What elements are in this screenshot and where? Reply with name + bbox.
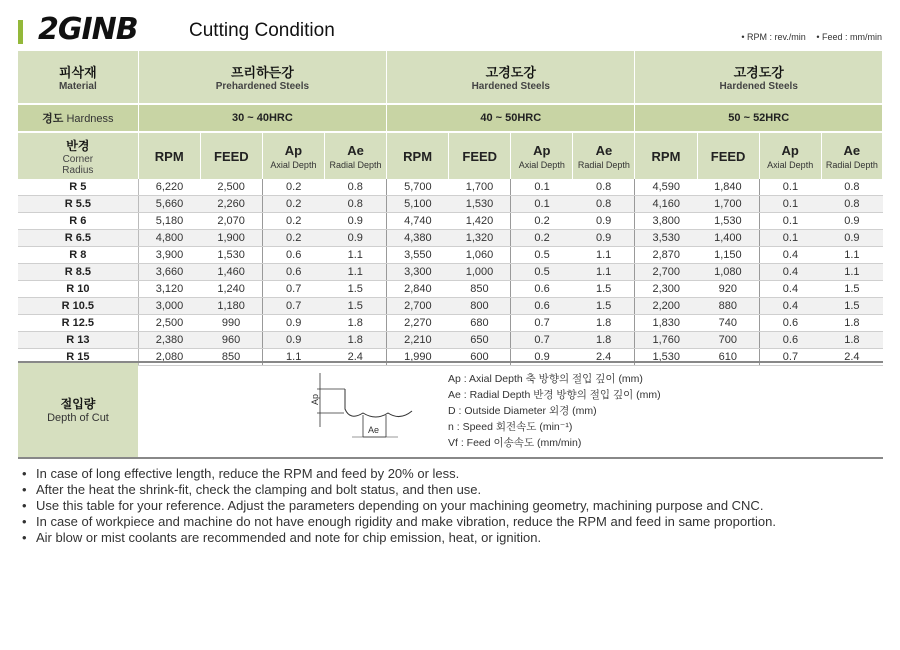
group-2-en: Hardened Steels [471,81,550,92]
value-cell: 800 [449,298,511,315]
value-cell: 6,220 [138,179,200,196]
value-cell: 1.8 [324,332,386,349]
col-feed-label: FEED [710,148,746,164]
depth-of-cut-diagram [308,371,438,451]
legend-line: D : Outside Diameter 외경 (mm) [448,405,597,417]
col-ap-sub: Axial Depth [518,159,565,170]
value-cell: 4,380 [387,230,449,247]
value-cell: 0.8 [821,196,882,213]
units-note [733,32,882,42]
value-cell: 2.4 [821,349,882,366]
value-cell: 3,550 [387,247,449,264]
corner-radius-cell: R 12.5 [18,315,138,332]
col-header-feed-1 [200,132,262,179]
value-cell: 2,700 [635,264,697,281]
col-header-feed-3 [697,132,759,179]
value-cell: 3,000 [138,298,200,315]
col-ap-label: Ap [533,142,551,158]
value-cell: 0.8 [573,179,635,196]
corner-radius-cell: R 8.5 [18,264,138,281]
value-cell: 0.9 [821,213,882,230]
note-item: • Use this table for your reference. Adjust the parameters depending on your machining geometry, machining purpose and CNC. [22,498,882,514]
group-1-kr: 프리하든강 [230,65,294,80]
table-row [18,230,883,247]
col-header-ae-2 [573,132,635,179]
value-cell: 5,180 [138,213,200,230]
value-cell: 0.5 [511,264,573,281]
value-cell: 1.5 [821,298,882,315]
value-cell: 0.9 [573,213,635,230]
table-row [18,298,883,315]
col-ae-label: Ae [347,142,364,158]
value-cell: 1,700 [449,179,511,196]
value-cell: 1,320 [449,230,511,247]
value-cell: 0.6 [262,264,324,281]
value-cell: 0.9 [821,230,882,247]
value-cell: 1,080 [697,264,759,281]
value-cell: 1.8 [573,315,635,332]
value-cell: 0.1 [511,179,573,196]
value-cell: 3,900 [138,247,200,264]
value-cell: 1,180 [200,298,262,315]
value-cell: 5,100 [387,196,449,213]
col-ap-sub: Axial Depth [767,159,814,170]
value-cell: 2,260 [200,196,262,213]
value-cell: 1.8 [821,332,882,349]
value-cell: 920 [697,281,759,298]
page-subtitle: Cutting Condition [189,20,335,41]
page-header [18,10,882,48]
value-cell: 0.1 [759,230,821,247]
value-cell: 1,530 [449,196,511,213]
value-cell: 1.1 [821,247,882,264]
value-cell: 1,840 [697,179,759,196]
depth-of-cut-kr: 절입량 [60,397,96,411]
value-cell: 0.7 [511,315,573,332]
diagram-ap-label: Ap [310,393,320,405]
value-cell: 3,300 [387,264,449,281]
value-cell: 0.6 [262,247,324,264]
corner-radius-cell: R 5 [18,179,138,196]
value-cell: 1,830 [635,315,697,332]
radius-label-kr: 반경 [66,138,90,153]
hardness-label-en: Hardness [66,113,114,125]
notes-list [22,466,882,546]
depth-of-cut-section [18,361,883,459]
col-feed-label: FEED [214,148,249,164]
group-3-kr: 고경도강 [733,65,784,80]
value-cell: 2,840 [387,281,449,298]
value-cell: 5,700 [387,179,449,196]
value-cell: 2.4 [573,349,635,366]
value-cell: 0.2 [511,213,573,230]
value-cell: 3,530 [635,230,697,247]
legend-line: Ap : Axial Depth 축 방향의 절입 깊이 (mm) [448,373,643,385]
group-header-3 [635,51,883,104]
value-cell: 0.6 [511,298,573,315]
table-row [18,196,883,213]
value-cell: 960 [200,332,262,349]
value-cell: 0.7 [262,298,324,315]
col-header-ae-1 [324,132,386,179]
value-cell: 0.1 [759,179,821,196]
value-cell: 1.1 [262,349,324,366]
value-cell: 0.7 [759,349,821,366]
value-cell: 1,900 [200,230,262,247]
depth-of-cut-en: Depth of Cut [47,412,109,424]
accent-bar [18,20,23,44]
col-ap-label: Ap [284,142,303,158]
value-cell: 0.2 [511,230,573,247]
col-ap-label: Ap [781,142,799,158]
value-cell: 4,800 [138,230,200,247]
value-cell: 2,700 [387,298,449,315]
value-cell: 4,740 [387,213,449,230]
table-row [18,213,883,230]
legend-line: n : Speed 회전속도 (min⁻¹) [448,421,573,433]
group-3-en: Hardened Steels [719,81,798,92]
value-cell: 0.4 [759,247,821,264]
value-cell: 650 [449,332,511,349]
value-cell: 0.8 [324,179,386,196]
value-cell: 880 [697,298,759,315]
table-row [18,264,883,281]
value-cell: 0.6 [511,281,573,298]
table-row [18,315,883,332]
col-header-ap-3 [759,132,821,179]
group-2-kr: 고경도강 [485,65,536,80]
value-cell: 1,240 [200,281,262,298]
value-cell: 0.9 [262,332,324,349]
group-header-2 [387,51,635,104]
col-ae-sub: Radial Depth [577,159,630,170]
value-cell: 1,530 [200,247,262,264]
value-cell: 5,660 [138,196,200,213]
value-cell: 3,800 [635,213,697,230]
value-cell: 2,270 [387,315,449,332]
note-item: • After the heat the shrink-fit, check the clamping and bolt status, and then use. [22,482,882,498]
material-label-en: Material [58,81,97,92]
radius-label-en1: Corner [62,153,94,165]
value-cell: 1,990 [387,349,449,366]
corner-radius-cell: R 6 [18,213,138,230]
table-row [18,281,883,298]
depth-of-cut-label [18,363,138,457]
cutting-condition-table [18,51,883,366]
value-cell: 1.8 [821,315,882,332]
value-cell: 4,160 [635,196,697,213]
value-cell: 1,420 [449,213,511,230]
corner-radius-cell: R 10.5 [18,298,138,315]
value-cell: 680 [449,315,511,332]
col-ae-sub: Radial Depth [329,159,382,170]
group-header-1 [138,51,386,104]
value-cell: 3,660 [138,264,200,281]
value-cell: 2,080 [138,349,200,366]
value-cell: 0.2 [262,179,324,196]
value-cell: 850 [449,281,511,298]
value-cell: 1,760 [635,332,697,349]
corner-radius-cell: R 15 [18,349,138,366]
value-cell: 0.5 [511,247,573,264]
value-cell: 0.2 [262,213,324,230]
model-name: 2GINB [38,12,138,47]
group-1-en: Prehardened Steels [215,81,310,92]
value-cell: 1.1 [573,264,635,281]
value-cell: 0.9 [324,213,386,230]
col-feed-label: FEED [462,148,498,164]
value-cell: 850 [200,349,262,366]
value-cell: 740 [697,315,759,332]
value-cell: 1.5 [821,281,882,298]
value-cell: 2,870 [635,247,697,264]
note-item: • In case of long effective length, reduce the RPM and feed by 20% or less. [22,466,882,482]
corner-radius-cell: R 13 [18,332,138,349]
col-ap-sub: Axial Depth [270,159,317,170]
value-cell: 1.5 [573,281,635,298]
value-cell: 4,590 [635,179,697,196]
value-cell: 1,700 [697,196,759,213]
value-cell: 1.1 [324,264,386,281]
value-cell: 0.4 [759,298,821,315]
value-cell: 990 [200,315,262,332]
value-cell: 3,120 [138,281,200,298]
value-cell: 2,500 [138,315,200,332]
value-cell: 1.5 [324,298,386,315]
value-cell: 1,000 [449,264,511,281]
col-header-rpm-2 [387,132,449,179]
value-cell: 0.7 [511,332,573,349]
col-header-rpm-1 [138,132,200,179]
hardness-label [18,104,138,132]
value-cell: 0.1 [759,213,821,230]
value-cell: 0.7 [262,281,324,298]
value-cell: 0.9 [511,349,573,366]
legend-line: Vf : Feed 이송속도 (mm/min) [448,437,582,449]
value-cell: 1.1 [573,247,635,264]
corner-radius-cell: R 10 [18,281,138,298]
value-cell: 1,150 [697,247,759,264]
value-cell: 1,530 [635,349,697,366]
value-cell: 0.9 [573,230,635,247]
value-cell: 0.2 [262,230,324,247]
value-cell: 2,380 [138,332,200,349]
unit-rpm: • RPM : rev./min [741,32,806,42]
value-cell: 0.8 [573,196,635,213]
col-header-feed-2 [449,132,511,179]
value-cell: 0.8 [821,179,882,196]
value-cell: 0.2 [262,196,324,213]
value-cell: 1.1 [324,247,386,264]
table-row [18,332,883,349]
value-cell: 0.6 [759,332,821,349]
unit-feed: • Feed : mm/min [816,32,882,42]
col-ae-label: Ae [595,142,613,158]
value-cell: 600 [449,349,511,366]
value-cell: 1,530 [697,213,759,230]
value-cell: 1,060 [449,247,511,264]
value-cell: 0.9 [262,315,324,332]
hardness-2: 40 ~ 50HRC [387,104,635,132]
col-header-ap-1 [262,132,324,179]
corner-radius-cell: R 6.5 [18,230,138,247]
note-item: • Air blow or mist coolants are recommended and note for chip emission, heat, or ignition. [22,530,882,546]
corner-radius-cell: R 8 [18,247,138,264]
col-header-ae-3 [821,132,882,179]
depth-of-cut-legend [448,371,661,451]
note-item: • In case of workpiece and machine do not have enough rigidity and make vibration, reduce the RPM and feed in same proportion. [22,514,882,530]
material-header [18,51,138,104]
radius-header [18,132,138,179]
table-body [18,179,883,366]
table-row [18,247,883,264]
hardness-label-kr: 경도 [42,113,64,125]
value-cell: 0.4 [759,264,821,281]
value-cell: 1.8 [573,332,635,349]
value-cell: 2,200 [635,298,697,315]
value-cell: 610 [697,349,759,366]
value-cell: 1.5 [573,298,635,315]
value-cell: 1.1 [821,264,882,281]
value-cell: 1,400 [697,230,759,247]
legend-line: Ae : Radial Depth 반경 방향의 절입 깊이 (mm) [448,389,661,401]
value-cell: 0.1 [511,196,573,213]
value-cell: 0.8 [324,196,386,213]
value-cell: 1.5 [324,281,386,298]
value-cell: 2,070 [200,213,262,230]
value-cell: 0.6 [759,315,821,332]
value-cell: 2,300 [635,281,697,298]
value-cell: 1,460 [200,264,262,281]
value-cell: 2,210 [387,332,449,349]
col-rpm-label: RPM [651,148,681,164]
value-cell: 2.4 [324,349,386,366]
col-rpm-label: RPM [403,148,433,164]
value-cell: 1.8 [324,315,386,332]
value-cell: 700 [697,332,759,349]
material-label-kr: 피삭재 [59,65,97,80]
corner-radius-cell: R 5.5 [18,196,138,213]
col-header-rpm-3 [635,132,697,179]
value-cell: 0.9 [324,230,386,247]
col-ae-label: Ae [843,142,861,158]
hardness-1: 30 ~ 40HRC [138,104,386,132]
value-cell: 0.4 [759,281,821,298]
diagram-ae-label: Ae [368,425,380,435]
hardness-3: 50 ~ 52HRC [635,104,883,132]
col-rpm-label: RPM [154,148,184,164]
value-cell: 0.1 [759,196,821,213]
table-row [18,179,883,196]
col-header-ap-2 [511,132,573,179]
value-cell: 2,500 [200,179,262,196]
col-ae-sub: Radial Depth [825,159,878,170]
radius-label-en2: Radius [62,164,94,176]
